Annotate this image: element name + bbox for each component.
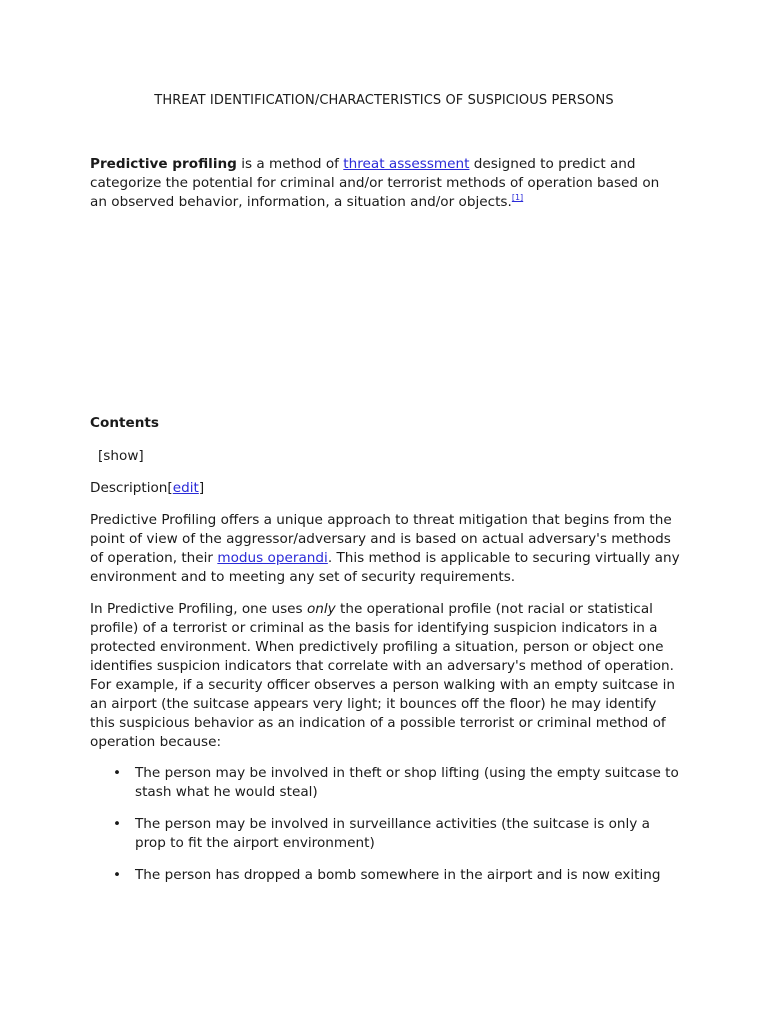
list-item — [90, 815, 680, 853]
intro-text-1: is a method of — [236, 156, 344, 172]
paragraph-2-emphasis: only — [306, 601, 336, 617]
list-item-text: The person may be involved in surveillance activities (the suitcase is only a prop to fit the airport environment) — [135, 816, 651, 851]
list-item-text: The person has dropped a bomb somewhere in the airport and is now exiting — [135, 867, 661, 883]
modus-operandi-link[interactable]: modus operandi — [217, 550, 328, 566]
list-item — [90, 866, 680, 885]
description-heading-text: Description — [90, 480, 168, 496]
edit-link[interactable]: edit — [172, 480, 199, 496]
paragraph-1-text-2: . This method is applicable to securing virtually any environment and to meeting any set of security requirements. — [90, 550, 680, 585]
contents-show-toggle[interactable]: [show] — [98, 448, 144, 464]
description-heading — [90, 479, 204, 498]
bullet-icon: • — [113, 867, 122, 883]
bullet-icon: • — [113, 765, 122, 781]
edit-bracket-open: [ — [167, 480, 173, 496]
intro-term: Predictive profiling — [90, 156, 237, 172]
contents-heading: Contents — [90, 415, 159, 431]
page-title: THREAT IDENTIFICATION/CHARACTERISTICS OF SUSPICIOUS PERSONS — [154, 93, 614, 108]
list-item-text: The person may be involved in theft or shop lifting (using the empty suitcase to stash what he would steal) — [135, 765, 679, 800]
bullet-icon: • — [113, 816, 122, 832]
description-paragraph-1 — [90, 511, 680, 587]
reference-1-link[interactable]: [1] — [511, 193, 524, 202]
intro-paragraph — [90, 155, 680, 212]
description-paragraph-2 — [90, 600, 680, 752]
edit-bracket-close: ] — [198, 480, 205, 496]
reasons-list — [90, 764, 680, 898]
list-item — [90, 764, 680, 802]
threat-assessment-link[interactable]: threat assessment — [343, 156, 470, 172]
intro-text-2: designed to predict and categorize the potential for criminal and/or terrorist methods of operation based on an observed behavior, information, a situation and/or objects. — [90, 156, 660, 210]
paragraph-2-text-1: In Predictive Profiling, one uses — [90, 601, 307, 617]
paragraph-1-text-1: Predictive Profiling offers a unique approach to threat mitigation that begins from the point of view of the aggressor/adversary and is based on actual adversary's methods of operation, their — [90, 512, 672, 566]
paragraph-2-text-2: the operational profile (not racial or statistical profile) of a terrorist or criminal as the basis for identifying suspicion indicators in a protected environment. When predictively profiling a situation, person or object one identifies suspicion indicators that correlate with an adversary's method of operation. For example, if a security officer observes a person walking with an empty suitcase in an airport (the suitcase appears very light; it bounces off the floor) he may identify this suspicious behavior as an indication of a possible terrorist or criminal method of operation because: — [90, 601, 675, 750]
